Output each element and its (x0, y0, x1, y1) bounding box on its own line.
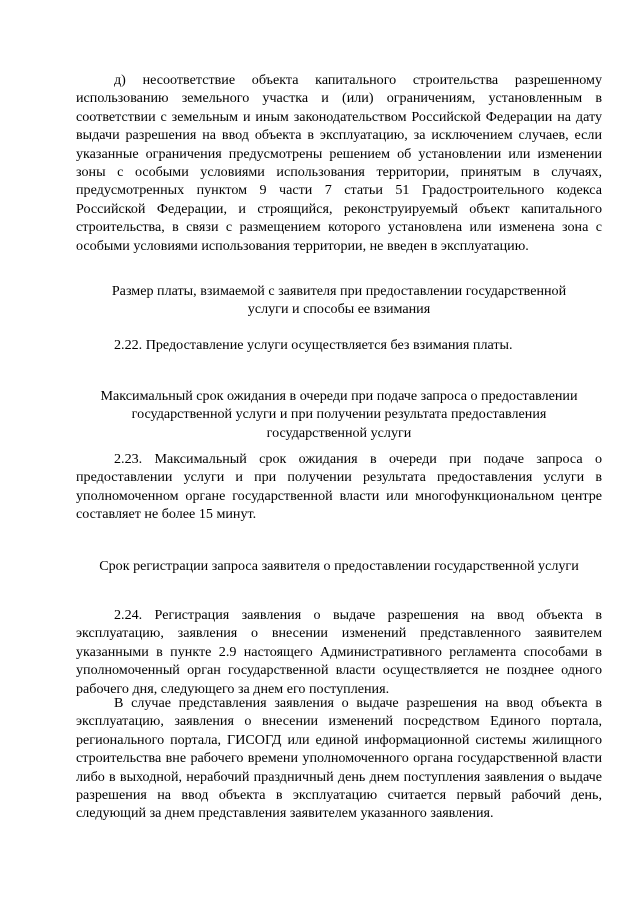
section-heading-waiting-time: Максимальный срок ожидания в очереди при подаче запроса о предоставлении государственной услуги и при получении результата предоставления государственной услуги (100, 388, 578, 441)
paragraph-subpoint-d: д) несоответствие объекта капитального строительства разрешенному использованию земельного участка и (или) ограничениям, установленным в соответствии с земельным и иным законодательством Российской Федерации на дату выдачи разрешения на ввод объекта в эксплуатацию, за исключением случаев, если указанные ограничения предусмотрены решением об установлении или изменении зоны с особыми условиями использования территории, принятым в случаях, предусмотренных пунктом 9 части 7 статьи 51 Градостроительного кодекса Российской Федерации, и строящийся, реконструируемый объект капитального строительства, в связи с размещением которого установлена или изменена зона с особыми условиями использования территории, не введен в эксплуатацию. (76, 72, 602, 254)
section-heading-fee: Размер платы, взимаемой с заявителя при предоставлении государственной услуги и способы ее взимания (111, 283, 567, 318)
paragraph-2-22: 2.22. Предоставление услуги осуществляется без взимания платы. (114, 337, 513, 353)
paragraph-2-24: 2.24. Регистрация заявления о выдаче разрешения на ввод объекта в эксплуатацию, заявления о внесении изменений представленного заявителем указанными в пункте 2.9 настоящего Административного регламента способами в уполномоченный орган государственной власти осуществляется не позднее одного рабочего дня, следующего за днем его поступления. (76, 607, 602, 697)
paragraph-2-23: 2.23. Максимальный срок ожидания в очереди при подаче запроса о предоставлении услуги и при получении результата предоставления услуги в уполномоченном органе государственной власти или многофункциональном центре составляет не более 15 минут. (76, 451, 602, 523)
paragraph-2-24-continuation: В случае представления заявления о выдаче разрешения на ввод объекта в эксплуатацию, заявления о внесении изменений посредством Единого портала, регионального портала, ГИСОГД или единой информационной системы жилищного строительства вне рабочего времени уполномоченного органа государственной власти либо в выходной, нерабочий праздничный день днем поступления заявления о выдаче разрешения на ввод объекта в эксплуатацию считается первый рабочий день, следующий за днем представления заявителем указанного заявления. (76, 695, 602, 822)
section-heading-registration: Срок регистрации запроса заявителя о предоставлении государственной услуги (99, 558, 579, 574)
